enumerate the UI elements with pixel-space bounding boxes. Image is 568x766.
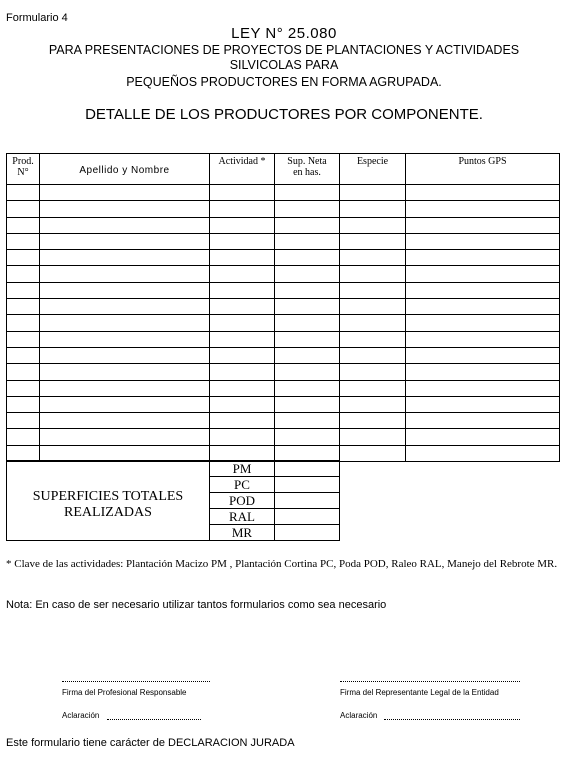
cell-actividad <box>210 185 275 201</box>
col-header-prod-line1: Prod. <box>12 156 34 167</box>
cell-gps <box>406 380 560 396</box>
cell-actividad <box>210 413 275 429</box>
cell-especie <box>340 315 406 331</box>
cell-nombre <box>40 315 210 331</box>
cell-nombre <box>40 429 210 445</box>
cell-prod <box>7 282 40 298</box>
table-row <box>7 347 560 363</box>
aclaracion-line-right <box>384 719 520 720</box>
cell-superficie <box>275 266 340 282</box>
cell-especie <box>340 331 406 347</box>
cell-gps <box>406 299 560 315</box>
table-row <box>7 233 560 249</box>
cell-superficie <box>275 396 340 412</box>
aclaracion-label-left: Aclaración <box>62 711 100 720</box>
cell-prod <box>7 266 40 282</box>
cell-actividad <box>210 266 275 282</box>
cell-especie <box>340 250 406 266</box>
cell-gps <box>406 217 560 233</box>
subtitle-line-1: PARA PRESENTACIONES DE PROYECTOS DE PLANTACIONES Y ACTIVIDADES <box>48 43 520 57</box>
col-header-prod <box>7 154 40 185</box>
col-header-especie: Especie <box>340 154 406 185</box>
cell-prod <box>7 250 40 266</box>
cell-nombre <box>40 331 210 347</box>
table-row <box>7 331 560 347</box>
cell-especie <box>340 445 406 461</box>
table-row <box>7 380 560 396</box>
table-row <box>7 429 560 445</box>
cell-nombre <box>40 380 210 396</box>
cell-superficie <box>275 282 340 298</box>
col-header-sup-line2: en has. <box>293 167 321 178</box>
cell-prod <box>7 201 40 217</box>
cell-superficie <box>275 217 340 233</box>
totals-table <box>6 460 340 541</box>
totals-area-cell <box>275 461 340 477</box>
cell-prod <box>7 331 40 347</box>
activity-key-footnote: * Clave de las actividades: Plantación Macizo PM , Plantación Cortina PC, Poda POD, Raleo RAL, Manejo del Rebrote MR. <box>6 558 558 570</box>
cell-actividad <box>210 282 275 298</box>
cell-actividad <box>210 217 275 233</box>
table-row <box>7 217 560 233</box>
signature-label-left: Firma del Profesional Responsable <box>62 688 187 697</box>
cell-gps <box>406 445 560 461</box>
cell-especie <box>340 233 406 249</box>
cell-especie <box>340 380 406 396</box>
cell-actividad <box>210 299 275 315</box>
cell-superficie <box>275 185 340 201</box>
cell-prod <box>7 347 40 363</box>
cell-gps <box>406 315 560 331</box>
col-header-superficie <box>275 154 340 185</box>
cell-superficie <box>275 233 340 249</box>
cell-gps <box>406 201 560 217</box>
col-header-sup-line1: Sup. Neta <box>287 156 327 167</box>
table-row <box>7 413 560 429</box>
cell-nombre <box>40 364 210 380</box>
cell-nombre <box>40 233 210 249</box>
totals-caption-line1: SUPERFICIES TOTALES <box>32 488 184 504</box>
table-row <box>7 364 560 380</box>
cell-superficie <box>275 347 340 363</box>
table-row <box>7 299 560 315</box>
cell-gps <box>406 233 560 249</box>
cell-prod <box>7 299 40 315</box>
cell-prod <box>7 364 40 380</box>
col-header-nombre: Apellido y Nombre <box>40 154 210 185</box>
producers-table <box>6 153 560 462</box>
cell-prod <box>7 413 40 429</box>
table-row <box>7 282 560 298</box>
cell-superficie <box>275 250 340 266</box>
cell-gps <box>406 331 560 347</box>
cell-superficie <box>275 380 340 396</box>
cell-prod <box>7 396 40 412</box>
col-header-actividad: Actividad * <box>210 154 275 185</box>
cell-gps <box>406 282 560 298</box>
table-row <box>7 250 560 266</box>
cell-nombre <box>40 282 210 298</box>
cell-gps <box>406 250 560 266</box>
cell-especie <box>340 185 406 201</box>
totals-activity-code: POD <box>210 493 275 509</box>
cell-especie <box>340 413 406 429</box>
table-body <box>7 185 560 462</box>
col-header-prod-line2: N° <box>17 167 29 178</box>
cell-actividad <box>210 380 275 396</box>
totals-row <box>7 461 340 477</box>
cell-actividad <box>210 331 275 347</box>
signature-label-right: Firma del Representante Legal de la Entidad <box>340 688 499 697</box>
totals-caption <box>7 461 210 541</box>
cell-superficie <box>275 331 340 347</box>
cell-prod <box>7 380 40 396</box>
cell-gps <box>406 185 560 201</box>
aclaracion-label-right: Aclaración <box>340 711 378 720</box>
cell-superficie <box>275 413 340 429</box>
cell-gps <box>406 266 560 282</box>
totals-area-cell <box>275 477 340 493</box>
aclaracion-line-left <box>107 719 201 720</box>
cell-especie <box>340 266 406 282</box>
cell-gps <box>406 413 560 429</box>
cell-gps <box>406 347 560 363</box>
cell-actividad <box>210 396 275 412</box>
col-header-gps: Puntos GPS <box>406 154 560 185</box>
cell-especie <box>340 282 406 298</box>
cell-nombre <box>40 185 210 201</box>
subtitle-line-3: PEQUEÑOS PRODUCTORES EN FORMA AGRUPADA. <box>126 75 442 89</box>
form-number-label: Formulario 4 <box>6 12 68 24</box>
cell-especie <box>340 364 406 380</box>
cell-superficie <box>275 315 340 331</box>
cell-nombre <box>40 299 210 315</box>
cell-nombre <box>40 217 210 233</box>
table-row <box>7 266 560 282</box>
cell-superficie <box>275 201 340 217</box>
cell-nombre <box>40 201 210 217</box>
cell-prod <box>7 429 40 445</box>
cell-superficie <box>275 299 340 315</box>
table-row <box>7 201 560 217</box>
cell-especie <box>340 201 406 217</box>
sworn-declaration-text: Este formulario tiene carácter de DECLARACION JURADA <box>6 737 295 749</box>
cell-nombre <box>40 413 210 429</box>
signature-line-right <box>340 681 520 682</box>
table-row <box>7 185 560 201</box>
cell-prod <box>7 217 40 233</box>
cell-superficie <box>275 364 340 380</box>
cell-especie <box>340 299 406 315</box>
cell-especie <box>340 347 406 363</box>
totals-activity-code: PM <box>210 461 275 477</box>
cell-actividad <box>210 315 275 331</box>
cell-nombre <box>40 396 210 412</box>
cell-gps <box>406 396 560 412</box>
signature-line-left <box>62 681 210 682</box>
cell-superficie <box>275 429 340 445</box>
cell-especie <box>340 429 406 445</box>
totals-area-cell <box>275 509 340 525</box>
cell-prod <box>7 233 40 249</box>
totals-activity-code: PC <box>210 477 275 493</box>
subtitle-line-2: SILVICOLAS PARA <box>229 58 339 72</box>
law-title: LEY N° 25.080 <box>231 25 337 42</box>
note-text: Nota: En caso de ser necesario utilizar tantos formularios como sea necesario <box>6 599 387 611</box>
cell-especie <box>340 217 406 233</box>
totals-area-cell <box>275 525 340 541</box>
totals-area-cell <box>275 493 340 509</box>
cell-actividad <box>210 233 275 249</box>
cell-especie <box>340 396 406 412</box>
cell-actividad <box>210 429 275 445</box>
cell-prod <box>7 185 40 201</box>
cell-prod <box>7 315 40 331</box>
cell-gps <box>406 364 560 380</box>
totals-caption-line2: REALIZADAS <box>64 504 152 520</box>
totals-activity-code: MR <box>210 525 275 541</box>
cell-actividad <box>210 364 275 380</box>
totals-activity-code: RAL <box>210 509 275 525</box>
table-row <box>7 315 560 331</box>
cell-nombre <box>40 266 210 282</box>
table-header-row <box>7 154 560 185</box>
section-title: DETALLE DE LOS PRODUCTORES POR COMPONENTE. <box>85 106 483 123</box>
table-row <box>7 396 560 412</box>
cell-nombre <box>40 250 210 266</box>
cell-actividad <box>210 201 275 217</box>
cell-actividad <box>210 347 275 363</box>
cell-actividad <box>210 250 275 266</box>
cell-nombre <box>40 347 210 363</box>
cell-gps <box>406 429 560 445</box>
